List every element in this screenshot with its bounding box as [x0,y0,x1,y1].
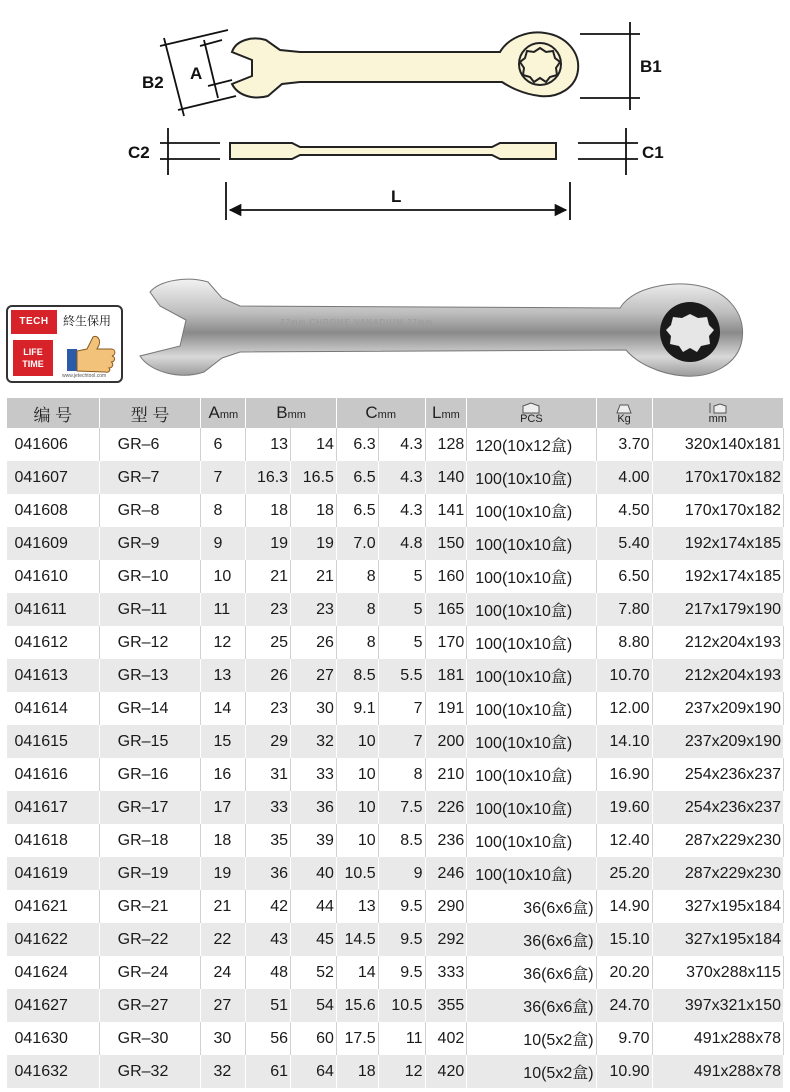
cell-b1: 29 [246,725,291,758]
cell-code: 041608 [7,494,100,527]
cell-b1: 51 [246,989,291,1022]
header-l: Lmm [425,398,467,428]
cell-length: 246 [425,857,467,890]
cell-model: GR–27 [99,989,201,1022]
cell-length: 160 [425,560,467,593]
cell-b2: 16.5 [291,461,337,494]
cell-b1: 42 [246,890,291,923]
cell-model: GR–10 [99,560,201,593]
table-row [7,494,784,527]
spec-table [6,398,784,1088]
cell-pcs: 100(10x10盒) [467,857,596,890]
table-row [7,791,784,824]
cell-c2: 10.5 [378,989,425,1022]
life-text: LIFE [23,347,43,357]
cell-weight: 5.40 [596,527,652,560]
label-a: A [190,64,203,83]
cell-weight: 16.90 [596,758,652,791]
cell-weight: 6.50 [596,560,652,593]
cell-code: 041606 [7,428,100,461]
cell-code: 041621 [7,890,100,923]
cell-b1: 35 [246,824,291,857]
carton-size-icon [706,402,730,414]
cell-pcs: 36(6x6盒) [467,923,596,956]
header-code: 编 号 [7,398,100,428]
cell-model: GR–6 [99,428,201,461]
cell-carton-size: 327x195x184 [652,923,783,956]
cell-weight: 10.90 [596,1055,652,1088]
table-row [7,725,784,758]
cell-b1: 48 [246,956,291,989]
label-c2: C2 [128,143,150,162]
cell-weight: 24.70 [596,989,652,1022]
cell-pcs: 36(6x6盒) [467,956,596,989]
cell-b1: 18 [246,494,291,527]
table-header-row [7,398,784,428]
cell-length: 200 [425,725,467,758]
cell-a: 18 [201,824,246,857]
cell-length: 150 [425,527,467,560]
cell-a: 9 [201,527,246,560]
engraving-text: 27mm CHROME VANADIUM 27mm [280,318,434,327]
cell-carton-size: 237x209x190 [652,725,783,758]
wrench-side-view [230,143,556,159]
cell-c2: 9.5 [378,923,425,956]
cell-b1: 23 [246,692,291,725]
table-row [7,824,784,857]
cell-length: 165 [425,593,467,626]
cell-b2: 26 [291,626,337,659]
table-row [7,989,784,1022]
weight-icon [614,402,634,414]
cell-c1: 10 [336,758,378,791]
cell-b2: 39 [291,824,337,857]
cell-code: 041614 [7,692,100,725]
cell-model: GR–18 [99,824,201,857]
cell-carton-size: 370x288x115 [652,956,783,989]
table-row [7,758,784,791]
cell-c1: 13 [336,890,378,923]
cell-carton-size: 254x236x237 [652,791,783,824]
cell-model: GR–7 [99,461,201,494]
cell-a: 6 [201,428,246,461]
cell-c1: 10.5 [336,857,378,890]
cell-pcs: 100(10x10盒) [467,758,596,791]
cell-c2: 9.5 [378,890,425,923]
chrome-wrench [140,279,743,376]
header-kg: Kg [596,398,652,428]
cell-model: GR–14 [99,692,201,725]
jetech-logo [11,310,57,334]
cell-c1: 6.5 [336,461,378,494]
header-pcs: PCS [467,398,596,428]
cell-carton-size: 287x229x230 [652,824,783,857]
cell-b1: 23 [246,593,291,626]
cell-code: 041616 [7,758,100,791]
cell-b2: 19 [291,527,337,560]
dimension-diagram [0,0,790,230]
cell-carton-size: 192x174x185 [652,560,783,593]
cell-b2: 60 [291,1022,337,1055]
cell-a: 24 [201,956,246,989]
cell-carton-size: 397x321x150 [652,989,783,1022]
cell-a: 7 [201,461,246,494]
cell-b2: 40 [291,857,337,890]
cell-carton-size: 287x229x230 [652,857,783,890]
cell-c2: 9.5 [378,956,425,989]
thumbs-up-icon [63,335,119,373]
cell-pcs: 100(10x10盒) [467,626,596,659]
cell-c1: 17.5 [336,1022,378,1055]
cell-a: 11 [201,593,246,626]
cell-length: 170 [425,626,467,659]
cell-model: GR–24 [99,956,201,989]
time-text: TIME [22,359,44,369]
cell-b1: 33 [246,791,291,824]
label-c1: C1 [642,143,664,162]
cell-c1: 14 [336,956,378,989]
cell-carton-size: 192x174x185 [652,527,783,560]
cell-length: 141 [425,494,467,527]
label-l: L [391,187,402,206]
cell-weight: 25.20 [596,857,652,890]
cell-code: 041619 [7,857,100,890]
cell-a: 10 [201,560,246,593]
cell-code: 041610 [7,560,100,593]
cell-b2: 30 [291,692,337,725]
cell-code: 041609 [7,527,100,560]
cell-c1: 14.5 [336,923,378,956]
cell-a: 12 [201,626,246,659]
cell-carton-size: 170x170x182 [652,494,783,527]
table-row [7,857,784,890]
cell-model: GR–17 [99,791,201,824]
table-row [7,956,784,989]
table-row [7,890,784,923]
cell-b2: 18 [291,494,337,527]
cell-b1: 61 [246,1055,291,1088]
cell-weight: 12.40 [596,824,652,857]
header-a: Amm [201,398,246,428]
cell-c1: 15.6 [336,989,378,1022]
cell-c2: 5 [378,560,425,593]
cell-pcs: 100(10x10盒) [467,461,596,494]
lifetime-seal [13,340,53,376]
cell-length: 128 [425,428,467,461]
cell-carton-size: 212x204x193 [652,659,783,692]
cell-c1: 6.3 [336,428,378,461]
cell-b2: 23 [291,593,337,626]
cell-a: 30 [201,1022,246,1055]
cell-b1: 36 [246,857,291,890]
cell-pcs: 36(6x6盒) [467,890,596,923]
table-row [7,659,784,692]
cell-model: GR–8 [99,494,201,527]
cell-model: GR–11 [99,593,201,626]
cell-c1: 9.1 [336,692,378,725]
cell-carton-size: 237x209x190 [652,692,783,725]
cell-code: 041632 [7,1055,100,1088]
table-row [7,527,784,560]
website-text: www.jetechtool.com [62,373,107,379]
cell-code: 041613 [7,659,100,692]
table-row [7,428,784,461]
cell-pcs: 120(10x12盒) [467,428,596,461]
cell-length: 226 [425,791,467,824]
cell-c1: 10 [336,791,378,824]
cell-model: GR–32 [99,1055,201,1088]
cell-b2: 33 [291,758,337,791]
cell-carton-size: 320x140x181 [652,428,783,461]
cell-pcs: 100(10x10盒) [467,692,596,725]
cell-c1: 8 [336,626,378,659]
box-icon [520,402,542,414]
cell-c2: 9 [378,857,425,890]
cell-model: GR–30 [99,1022,201,1055]
header-b: Bmm [246,398,337,428]
cell-carton-size: 254x236x237 [652,758,783,791]
cell-a: 19 [201,857,246,890]
cell-c2: 5 [378,626,425,659]
cell-a: 32 [201,1055,246,1088]
cell-a: 15 [201,725,246,758]
cell-c2: 12 [378,1055,425,1088]
cell-code: 041630 [7,1022,100,1055]
cell-carton-size: 217x179x190 [652,593,783,626]
cell-carton-size: 491x288x78 [652,1022,783,1055]
cell-c2: 8.5 [378,824,425,857]
cell-c1: 10 [336,725,378,758]
cell-b1: 43 [246,923,291,956]
table-row [7,692,784,725]
cell-carton-size: 212x204x193 [652,626,783,659]
cell-code: 041622 [7,923,100,956]
cell-b2: 54 [291,989,337,1022]
label-b2: B2 [142,73,164,92]
table-row [7,593,784,626]
cell-b2: 44 [291,890,337,923]
cell-code: 041624 [7,956,100,989]
cell-c2: 7.5 [378,791,425,824]
cell-c2: 5.5 [378,659,425,692]
cell-c2: 4.8 [378,527,425,560]
cell-weight: 20.20 [596,956,652,989]
cell-a: 8 [201,494,246,527]
cell-model: GR–15 [99,725,201,758]
cell-a: 21 [201,890,246,923]
warranty-text: 終生保用 [63,314,112,328]
cell-length: 181 [425,659,467,692]
cell-c1: 8 [336,593,378,626]
label-b1: B1 [640,57,662,76]
cell-length: 402 [425,1022,467,1055]
cell-b1: 13 [246,428,291,461]
cell-b2: 64 [291,1055,337,1088]
cell-pcs: 100(10x10盒) [467,824,596,857]
cell-model: GR–22 [99,923,201,956]
cell-length: 292 [425,923,467,956]
cell-code: 041607 [7,461,100,494]
cell-weight: 14.10 [596,725,652,758]
cell-weight: 4.00 [596,461,652,494]
cell-weight: 12.00 [596,692,652,725]
cell-carton-size: 491x288x78 [652,1055,783,1088]
cell-code: 041618 [7,824,100,857]
cell-b1: 19 [246,527,291,560]
cell-pcs: 100(10x10盒) [467,791,596,824]
cell-code: 041612 [7,626,100,659]
cell-b2: 36 [291,791,337,824]
cell-length: 210 [425,758,467,791]
cell-weight: 8.80 [596,626,652,659]
lifetime-warranty-badge [6,305,123,383]
cell-c2: 7 [378,725,425,758]
cell-a: 13 [201,659,246,692]
cell-weight: 10.70 [596,659,652,692]
cell-b2: 52 [291,956,337,989]
cell-a: 27 [201,989,246,1022]
cell-c1: 6.5 [336,494,378,527]
cell-model: GR–12 [99,626,201,659]
table-row [7,461,784,494]
cell-length: 236 [425,824,467,857]
cell-pcs: 10(5x2盒) [467,1055,596,1088]
cell-c2: 11 [378,1022,425,1055]
cell-c1: 8 [336,560,378,593]
header-dimensions: mm [652,398,783,428]
cell-b2: 27 [291,659,337,692]
cell-pcs: 100(10x10盒) [467,725,596,758]
table-row [7,560,784,593]
cell-carton-size: 170x170x182 [652,461,783,494]
cell-a: 17 [201,791,246,824]
cell-a: 14 [201,692,246,725]
cell-length: 333 [425,956,467,989]
cell-length: 290 [425,890,467,923]
cell-b2: 14 [291,428,337,461]
cell-weight: 15.10 [596,923,652,956]
cell-length: 140 [425,461,467,494]
cell-a: 16 [201,758,246,791]
cell-weight: 19.60 [596,791,652,824]
cell-code: 041615 [7,725,100,758]
cell-weight: 3.70 [596,428,652,461]
logo-text: TECH [19,316,49,327]
cell-carton-size: 327x195x184 [652,890,783,923]
header-model: 型 号 [99,398,201,428]
cell-c1: 7.0 [336,527,378,560]
cell-weight: 4.50 [596,494,652,527]
cell-model: GR–19 [99,857,201,890]
cell-c2: 4.3 [378,428,425,461]
cell-pcs: 36(6x6盒) [467,989,596,1022]
cell-pcs: 100(10x10盒) [467,494,596,527]
cell-pcs: 10(5x2盒) [467,1022,596,1055]
table-row [7,626,784,659]
cell-c2: 7 [378,692,425,725]
cell-weight: 7.80 [596,593,652,626]
wrench-top-view [232,32,578,97]
cell-b1: 26 [246,659,291,692]
cell-b2: 32 [291,725,337,758]
cell-c2: 8 [378,758,425,791]
cell-weight: 14.90 [596,890,652,923]
cell-c2: 4.3 [378,461,425,494]
cell-code: 041611 [7,593,100,626]
cell-b2: 45 [291,923,337,956]
cell-model: GR–16 [99,758,201,791]
cell-weight: 9.70 [596,1022,652,1055]
table-row [7,923,784,956]
cell-c1: 10 [336,824,378,857]
cell-pcs: 100(10x10盒) [467,527,596,560]
cell-code: 041627 [7,989,100,1022]
header-c: Cmm [336,398,425,428]
cell-pcs: 100(10x10盒) [467,560,596,593]
cell-b1: 21 [246,560,291,593]
cell-length: 191 [425,692,467,725]
table-row [7,1055,784,1088]
cell-length: 420 [425,1055,467,1088]
cell-b1: 25 [246,626,291,659]
cell-model: GR–9 [99,527,201,560]
cell-length: 355 [425,989,467,1022]
cell-c2: 4.3 [378,494,425,527]
cell-b1: 56 [246,1022,291,1055]
cell-model: GR–21 [99,890,201,923]
cell-c1: 18 [336,1055,378,1088]
cell-c1: 8.5 [336,659,378,692]
table-row [7,1022,784,1055]
cell-b1: 16.3 [246,461,291,494]
cell-a: 22 [201,923,246,956]
cell-pcs: 100(10x10盒) [467,659,596,692]
cell-model: GR–13 [99,659,201,692]
cell-pcs: 100(10x10盒) [467,593,596,626]
cell-code: 041617 [7,791,100,824]
cell-b1: 31 [246,758,291,791]
cell-c2: 5 [378,593,425,626]
cell-b2: 21 [291,560,337,593]
